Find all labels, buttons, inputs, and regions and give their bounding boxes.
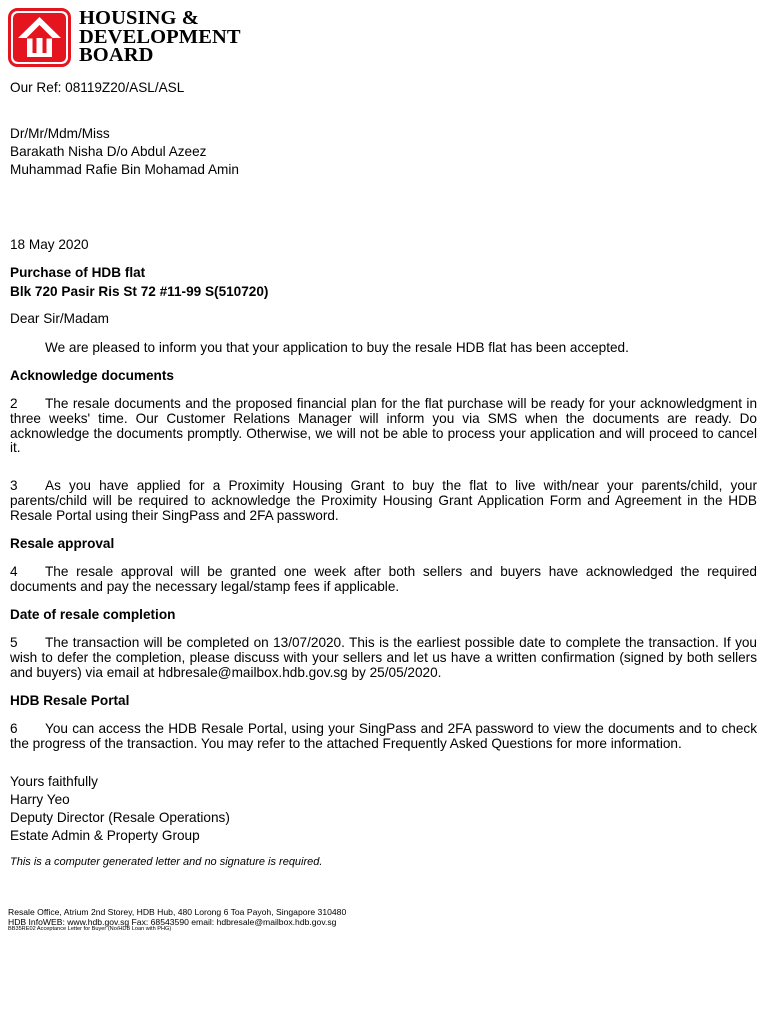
paragraph-number-2: 2 (10, 396, 18, 411)
hdb-logo (8, 8, 270, 68)
paragraph-6-text: You can access the HDB Resale Portal, using your SingPass and 2FA password to view the documents and to check the progress of the transaction. You may refer to the attached Frequently Asked Questions for more information. (10, 721, 757, 751)
subject-line-1: Purchase of HDB flat (10, 265, 146, 280)
footer-form-code: BB35RE02 Acceptance Letter for Buyer (No/HDB Loan with PHG) (8, 926, 172, 932)
paragraph-2 (10, 397, 757, 456)
our-reference: Our Ref: 08119Z20/ASL/ASL (10, 80, 185, 95)
signatory-title: Deputy Director (Resale Operations) (10, 810, 230, 825)
recipient-title: Dr/Mr/Mdm/Miss (10, 126, 110, 141)
signatory-department: Estate Admin & Property Group (10, 828, 200, 843)
greeting: Dear Sir/Madam (10, 311, 109, 326)
logo-line-2: DEVELOPMENT (79, 25, 241, 48)
paragraph-number-6: 6 (10, 721, 18, 736)
recipient-name-2: Muhammad Rafie Bin Mohamad Amin (10, 162, 239, 177)
paragraph-2-text: The resale documents and the proposed financial plan for the flat purchase will be ready for your acknowledgment in three weeks' time. Our Customer Relations Manager will inform you via SMS when the documents are ready. Do acknowledge the documents promptly. Otherwise, we will not be able to process your application and will proceed to cancel it. (10, 396, 757, 456)
intro-paragraph: We are pleased to inform you that your application to buy the resale HDB flat has been accepted. (45, 340, 629, 355)
logo-line-1: HOUSING & (79, 7, 199, 29)
paragraph-4 (10, 565, 757, 595)
paragraph-5 (10, 636, 757, 680)
footer-address: Resale Office, Atrium 2nd Storey, HDB Hub, 480 Lorong 6 Toa Payoh, Singapore 310480 (8, 907, 347, 917)
sign-off: Yours faithfully (10, 774, 98, 789)
logo-line-3: BOARD (79, 44, 154, 66)
paragraph-6 (10, 722, 757, 752)
letter-date: 18 May 2020 (10, 237, 89, 252)
heading-acknowledge-documents: Acknowledge documents (10, 368, 174, 383)
paragraph-4-text: The resale approval will be granted one week after both sellers and buyers have acknowledged the required documents and pay the necessary legal/stamp fees if applicable. (10, 564, 757, 594)
signatory-name: Harry Yeo (10, 792, 70, 807)
hdb-wordmark (79, 9, 241, 65)
heading-resale-completion: Date of resale completion (10, 607, 176, 622)
heading-resale-approval: Resale approval (10, 536, 115, 551)
paragraph-3 (10, 479, 757, 523)
computer-generated-note: This is a computer generated letter and no signature is required. (10, 856, 323, 868)
paragraph-3-text: As you have applied for a Proximity Housing Grant to buy the flat to live with/near your parents/child, your parents/child will be required to acknowledge the Proximity Housing Grant Application Form and Agreement in the HDB Resale Portal using their SingPass and 2FA password. (10, 478, 757, 523)
heading-resale-portal: HDB Resale Portal (10, 693, 130, 708)
paragraph-number-4: 4 (10, 564, 18, 579)
footer-contact: HDB InfoWEB: www.hdb.gov.sg Fax: 68543590 email: hdbresale@mailbox.hdb.gov.sg (8, 917, 337, 927)
paragraph-number-3: 3 (10, 478, 18, 493)
paragraph-number-5: 5 (10, 635, 18, 650)
recipient-name-1: Barakath Nisha D/o Abdul Azeez (10, 144, 207, 159)
paragraph-5-text: The transaction will be completed on 13/07/2020. This is the earliest possible date to complete the transaction. If you wish to defer the completion, please discuss with your sellers and let us have a written confirmation (signed by both sellers and buyers) via email at hdbresale@mailbox.hdb.gov.sg by 25/05/2020. (10, 635, 757, 680)
subject-line-2: Blk 720 Pasir Ris St 72 #11-99 S(510720) (10, 284, 269, 299)
hdb-house-logo-icon (8, 8, 71, 67)
